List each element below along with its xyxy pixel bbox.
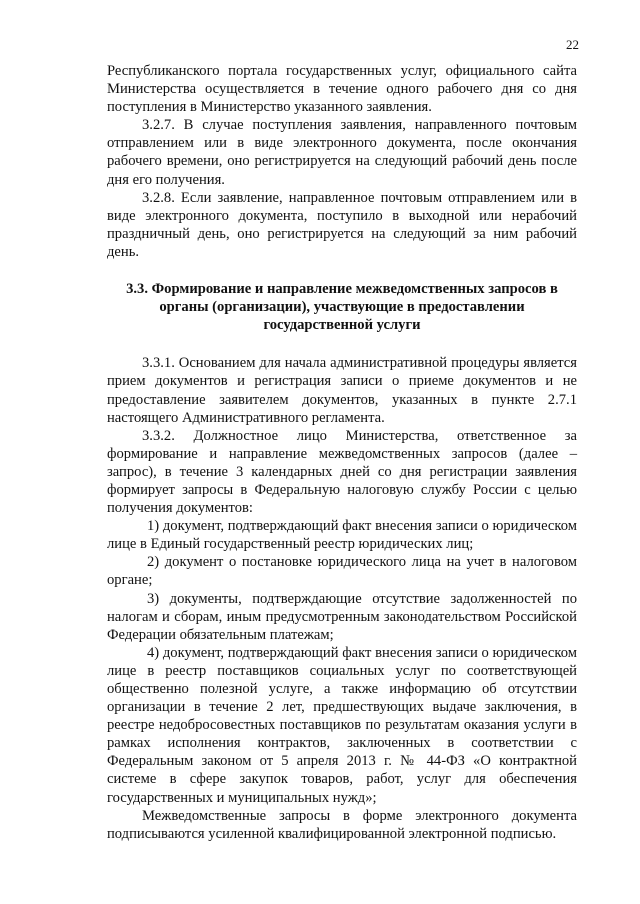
list-item-3: 3) документы, подтверждающие отсутствие задолженностей по налогам и сборам, иным предусмотренным законодательством Российской Федерации обязательным платежам; <box>107 590 577 643</box>
document-body <box>107 62 577 843</box>
closing-paragraph: Межведомственные запросы в форме электронного документа подписываются усиленной квалифицированной электронной подписью. <box>107 807 577 842</box>
list-item-1: 1) документ, подтверждающий факт внесения записи о юридическом лице в Единый государственный реестр юридических лиц; <box>107 518 577 553</box>
paragraph-3-3-1: 3.3.1. Основанием для начала административной процедуры является прием документов и регистрация записи о приеме документов и не предоставление заявителем документов, указанных в пункте 2.7.1 настоящего Административного регламента. <box>107 355 577 426</box>
page-number: 22 <box>566 37 579 52</box>
paragraph-3-2-8: 3.2.8. Если заявление, направленное почтовым отправлением или в виде электронного документа, поступило в выходной или нерабочий праздничный день, оно регистрируется на следующий за ним рабочий день. <box>107 189 577 260</box>
list-item-4: 4) документ, подтверждающий факт внесения записи о юридическом лице в реестр поставщиков социальных услуг по соответствующей общественно полезной услуге, а также информацию об отсутствии организации в течение 2 лет, предшествующих выдаче заключения, в реестре недобросовестных поставщиков по результатам оказания услуги в рамках исполнения контрактов, заключенных в соответствии с Федеральным законом от 5 апреля 2013 г. № 44-ФЗ «О контрактной системе в сфере закупок товаров, работ, услуг для обеспечения государственных и муниципальных нужд»; <box>107 644 577 806</box>
paragraph-continuation: Республиканского портала государственных услуг, официального сайта Министерства осуществляется в течение одного рабочего дня со дня поступления в Министерство указанного заявления. <box>107 63 577 116</box>
section-heading-3-3: 3.3. Формирование и направление межведомственных запросов в органы (организации), участвующие в предоставлении государственной услуги <box>126 281 558 334</box>
list-item-2: 2) документ о постановке юридического лица на учет в налоговом органе; <box>107 554 577 589</box>
paragraph-3-3-2: 3.3.2. Должностное лицо Министерства, ответственное за формирование и направление межведомственных запросов (далее – запрос), в течение 3 календарных дней со дня регистрации заявления формирует запросы в Федеральную налоговую службу России с целью получения документов: <box>107 427 577 517</box>
paragraph-3-2-7: 3.2.7. В случае поступления заявления, направленного почтовым отправлением или в виде электронного документа, после окончания рабочего времени, оно регистрируется на следующий рабочий день после дня его получения. <box>107 117 577 188</box>
